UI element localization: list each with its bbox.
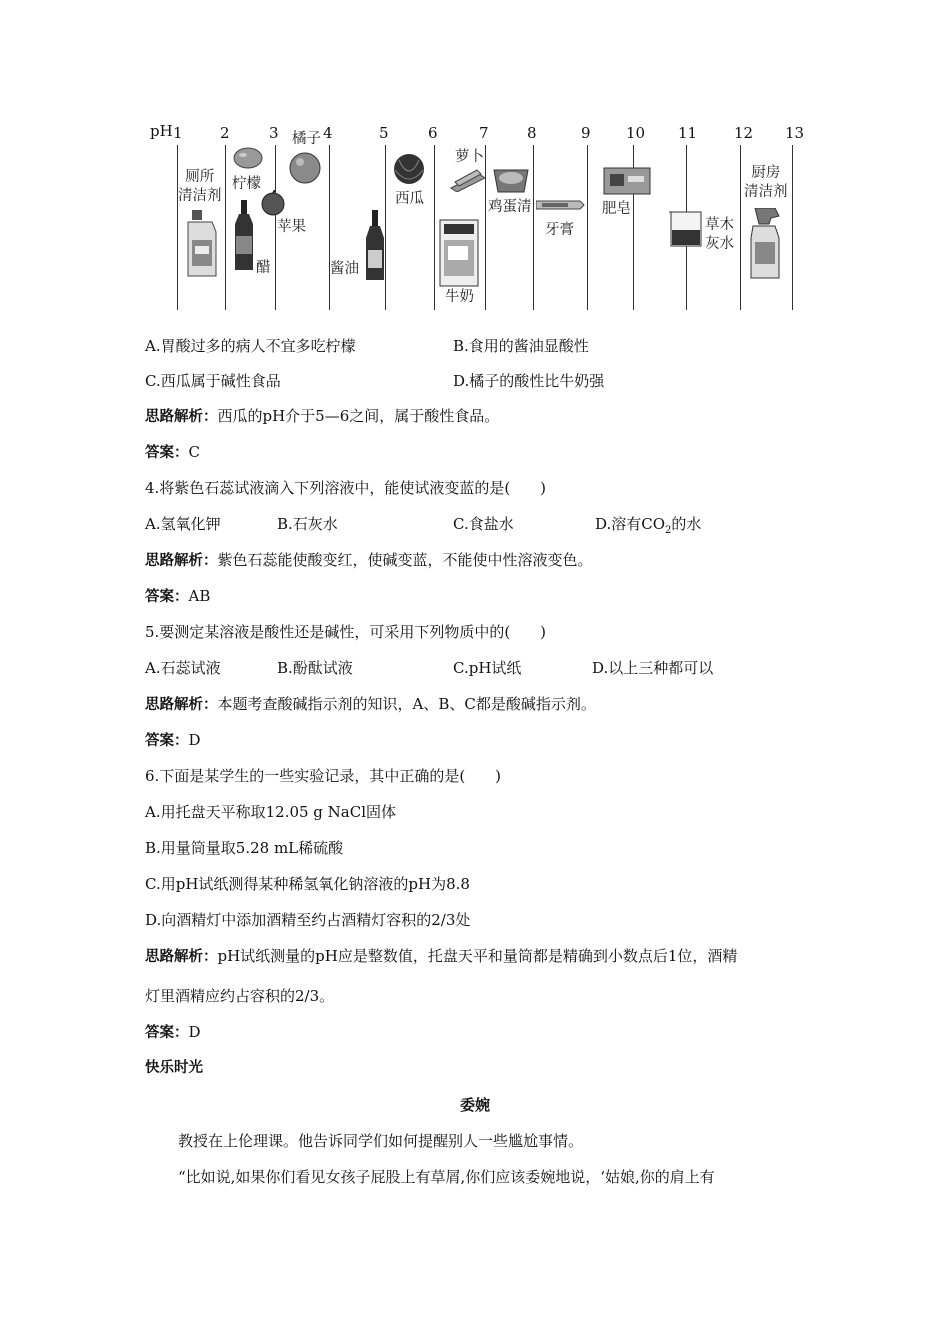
q5-option-c: C.pH试纸 <box>453 659 522 677</box>
q6-answer-value: D <box>188 1023 201 1041</box>
q4-analysis-label: 思路解析： <box>145 553 218 569</box>
happy-heading: 快乐时光 <box>145 1060 203 1076</box>
q5-option-d: D.以上三种都可以 <box>592 659 714 677</box>
label-soap: 肥皂 <box>602 201 631 217</box>
label-radish: 萝卜 <box>455 149 484 165</box>
q6-analysis <box>145 945 737 968</box>
label-toothpaste: 牙膏 <box>545 222 574 238</box>
q3-option-a: A.胃酸过多的病人不宜多吃柠檬 <box>145 337 356 355</box>
vinegar-bottle-icon <box>232 200 256 272</box>
ph-line-6 <box>434 145 435 310</box>
label-plant-ash-water: 草木 灰水 <box>705 217 734 252</box>
q6-option-c: C.用pH试纸测得某种稀氢氧化钠溶液的pH为8.8 <box>145 875 470 893</box>
q6-answer-label: 答案： <box>145 1025 189 1041</box>
q5-stem: 5.要测定某溶液是酸性还是碱性，可采用下列物质中的( ) <box>145 623 547 641</box>
q5-answer <box>145 729 201 752</box>
q4-option-d-post: 的水 <box>671 515 702 533</box>
ph-tick-4: 4 <box>323 124 333 142</box>
q4-option-b: B.石灰水 <box>277 515 338 533</box>
ph-tick-7: 7 <box>479 124 489 142</box>
ph-line-8 <box>533 145 534 310</box>
q6-answer <box>145 1021 201 1044</box>
q5-option-a: A.石蕊试液 <box>145 659 221 677</box>
q6-option-d: D.向酒精灯中添加酒精至约占酒精灯容积的2/3处 <box>145 911 471 929</box>
story-title: 委婉 <box>459 1096 490 1114</box>
q3-answer <box>145 441 200 464</box>
q4-option-d-pre: D.溶有CO <box>595 515 666 533</box>
watermelon-icon <box>391 152 427 186</box>
ph-tick-3: 3 <box>269 124 279 142</box>
spray-bottle-icon <box>745 208 785 280</box>
q5-analysis-label: 思路解析： <box>145 697 218 713</box>
q6-option-b: B.用量筒量取5.28 mL稀硫酸 <box>145 839 344 857</box>
q4-option-d <box>595 513 701 536</box>
q6-option-a: A.用托盘天平称取12.05 g NaCl固体 <box>145 803 397 821</box>
q4-analysis-text: 紫色石蕊能使酸变红，使碱变蓝，不能使中性溶液变色。 <box>217 551 593 569</box>
q3-option-d: D.橘子的酸性比牛奶强 <box>453 372 605 390</box>
story-paragraph-2: “比如说,如果你们看见女孩子屁股上有草屑,你们应该委婉地说，‘姑娘,你的肩上有 <box>178 1168 715 1186</box>
q5-analysis-text: 本题考查酸碱指示剂的知识，A、B、C都是酸碱指示剂。 <box>217 695 596 713</box>
label-lemon: 柠檬 <box>232 176 261 192</box>
label-watermelon: 西瓜 <box>395 191 424 207</box>
ph-tick-12: 12 <box>734 124 754 142</box>
label-egg-white: 鸡蛋清 <box>488 199 532 215</box>
ph-tick-8: 8 <box>527 124 537 142</box>
ph-tick-13: 13 <box>785 124 805 142</box>
q3-option-b: B.食用的酱油显酸性 <box>453 337 589 355</box>
q4-answer-label: 答案： <box>145 589 189 605</box>
label-milk: 牛奶 <box>445 289 474 305</box>
ph-tick-11: 11 <box>678 124 698 142</box>
ph-tick-9: 9 <box>581 124 591 142</box>
q6-stem: 6.下面是某学生的一些实验记录，其中正确的是( ) <box>145 767 502 785</box>
q4-option-c: C.食盐水 <box>453 515 514 533</box>
q4-answer-value: AB <box>188 587 211 605</box>
label-orange: 橘子 <box>292 131 321 147</box>
ph-tick-6: 6 <box>428 124 438 142</box>
q4-option-d-sub: 2 <box>665 525 672 536</box>
ph-tick-1: 1 <box>173 124 183 142</box>
ph-line-12 <box>740 145 741 310</box>
apple-icon <box>260 190 286 216</box>
ph-tick-2: 2 <box>220 124 230 142</box>
q3-analysis <box>145 405 499 428</box>
ph-line-13 <box>792 145 793 310</box>
ph-tick-10: 10 <box>626 124 646 142</box>
beaker-icon <box>667 210 707 250</box>
ph-axis-label: pH <box>150 122 173 140</box>
q6-analysis-label: 思路解析： <box>145 949 218 965</box>
q3-answer-label: 答案： <box>145 445 189 461</box>
radish-icon <box>449 168 489 192</box>
ph-line-2 <box>225 145 226 310</box>
label-kitchen-cleaner: 厨房 清洁剂 <box>744 165 788 200</box>
q4-answer <box>145 585 210 608</box>
ph-line-4 <box>329 145 330 310</box>
lemon-icon <box>232 146 264 170</box>
q3-option-c: C.西瓜属于碱性食品 <box>145 372 281 390</box>
soy-sauce-bottle-icon <box>364 210 386 282</box>
q6-analysis-text: pH试纸测量的pH应是整数值，托盘天平和量筒都是精确到小数点后1位，酒精 <box>217 947 738 965</box>
ph-tick-5: 5 <box>379 124 389 142</box>
q6-analysis-line2: 灯里酒精应约占容积的2/3。 <box>145 987 335 1005</box>
label-toilet-cleaner: 厕所 清洁剂 <box>178 169 222 204</box>
milk-carton-icon <box>438 218 482 288</box>
q4-stem: 4.将紫色石蕊试液滴入下列溶液中，能使试液变蓝的是( ) <box>145 479 547 497</box>
egg-white-bowl-icon <box>492 166 530 196</box>
q5-analysis <box>145 693 596 716</box>
q4-analysis <box>145 549 593 572</box>
q5-answer-value: D <box>188 731 201 749</box>
soap-bar-icon <box>602 166 652 196</box>
ph-line-9 <box>587 145 588 310</box>
label-soy-sauce: 酱油 <box>330 261 359 277</box>
orange-icon <box>288 151 322 185</box>
ph-line-3 <box>275 145 276 310</box>
toilet-cleaner-bottle-icon <box>184 210 222 278</box>
label-vinegar: 醋 <box>256 260 271 276</box>
q3-analysis-text: 西瓜的pH介于5—6之间，属于酸性食品。 <box>217 407 500 425</box>
q3-answer-value: C <box>188 443 200 461</box>
q5-answer-label: 答案： <box>145 733 189 749</box>
label-apple: 苹果 <box>277 219 306 235</box>
ph-scale-figure <box>140 118 820 318</box>
q4-option-a: A.氢氧化钾 <box>145 515 221 533</box>
toothpaste-tube-icon <box>536 198 586 212</box>
q5-option-b: B.酚酞试液 <box>277 659 353 677</box>
q3-analysis-label: 思路解析： <box>145 409 218 425</box>
story-paragraph-1: 教授在上伦理课。他告诉同学们如何提醒别人一些尴尬事情。 <box>178 1132 584 1150</box>
